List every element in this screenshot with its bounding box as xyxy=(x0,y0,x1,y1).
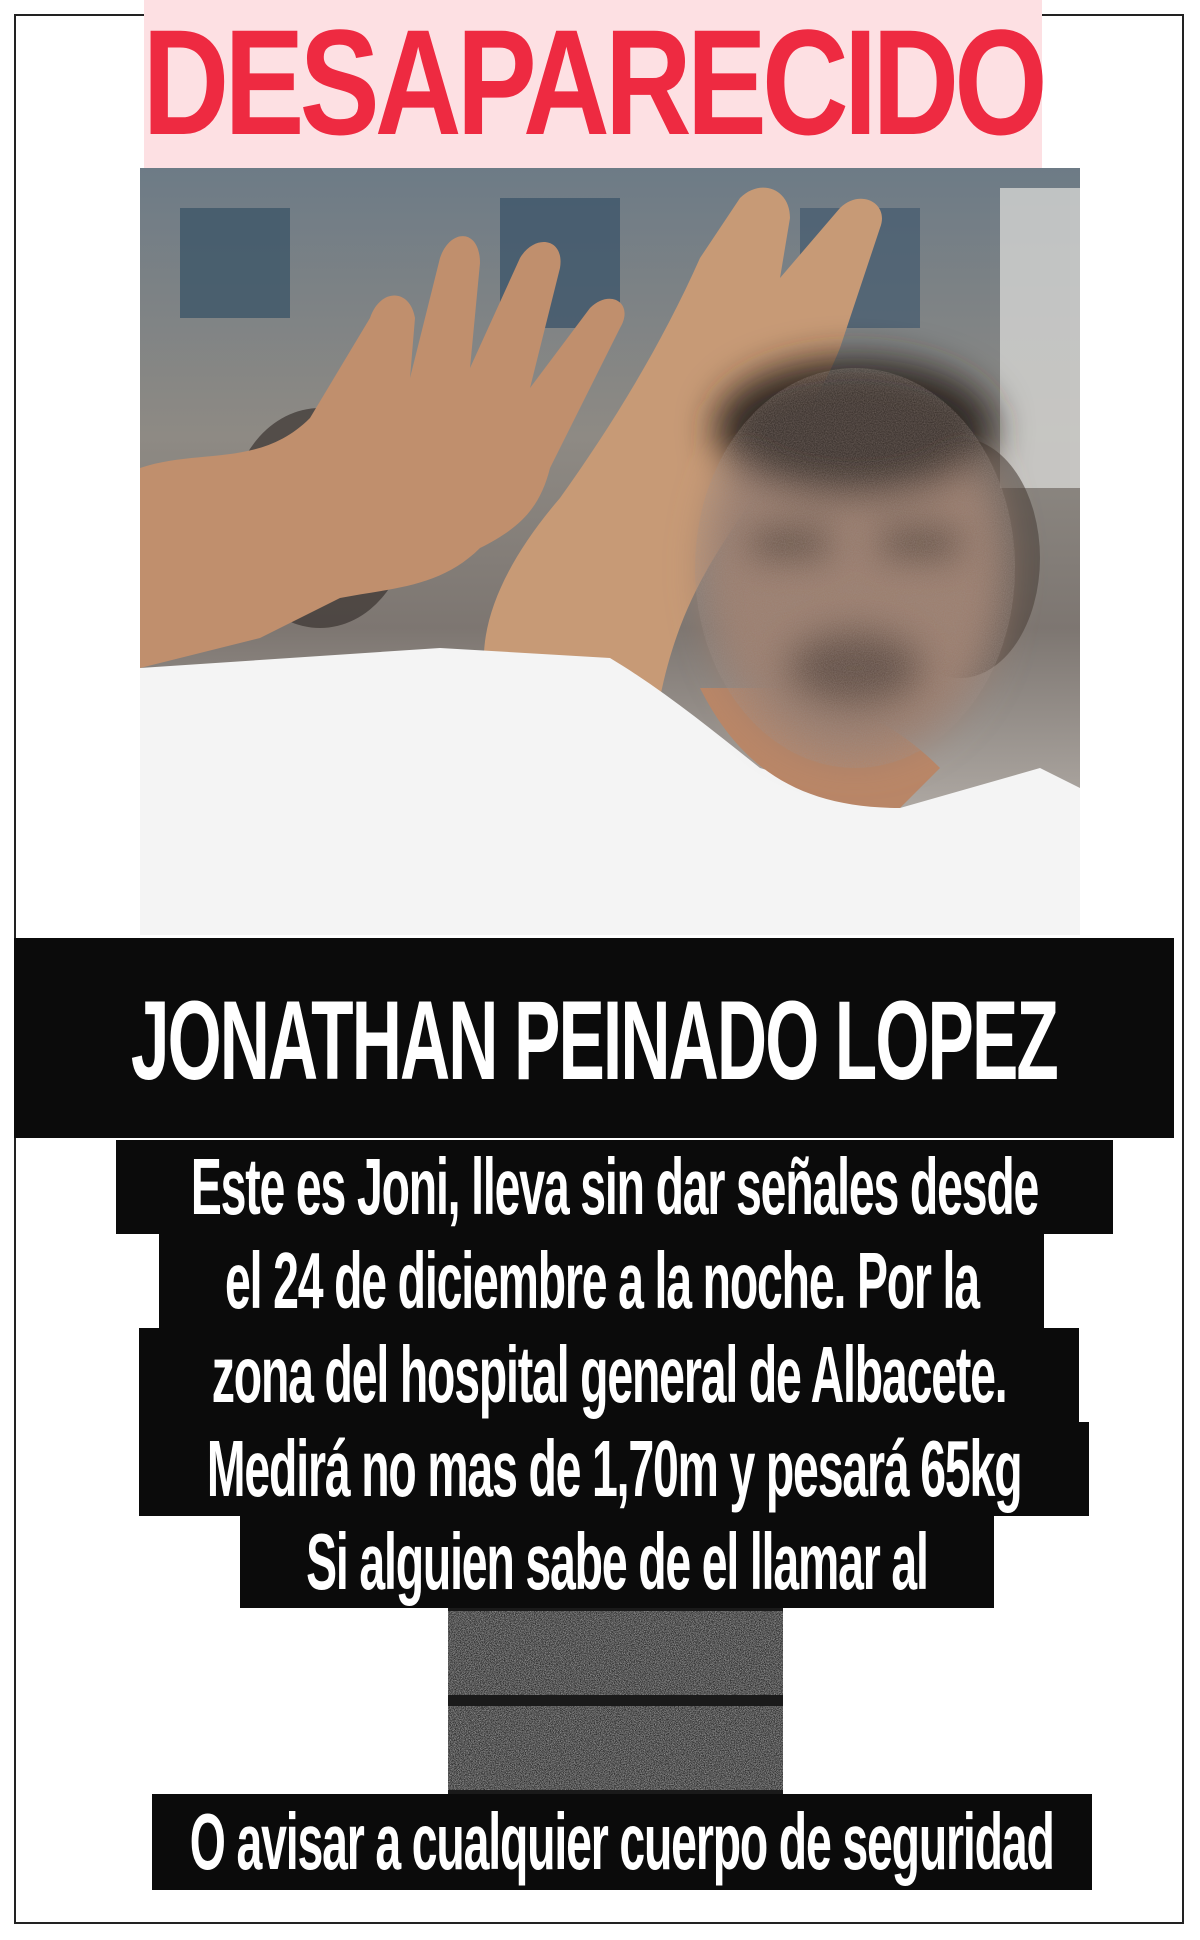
redacted-phone-number xyxy=(448,1608,783,1794)
description-line-4: Medirá no mas de 1,70m y pesará 65kg xyxy=(139,1422,1089,1516)
missing-person-name: JONATHAN PEINADO LOPEZ xyxy=(130,978,1058,1103)
description-line-1: Este es Joni, lleva sin dar señales desde xyxy=(116,1140,1113,1234)
description-line-3: zona del hospital general de Albacete. xyxy=(139,1328,1079,1422)
name-banner xyxy=(14,938,1174,1138)
missing-header: DESAPARECIDO xyxy=(142,0,1044,166)
missing-person-photo xyxy=(140,168,1080,935)
footer-line: O avisar a cualquier cuerpo de seguridad xyxy=(152,1794,1092,1890)
description-line-5: Si alguien sabe de el llamar al xyxy=(240,1516,994,1608)
description-line-2: el 24 de diciembre a la noche. Por la xyxy=(159,1234,1044,1328)
